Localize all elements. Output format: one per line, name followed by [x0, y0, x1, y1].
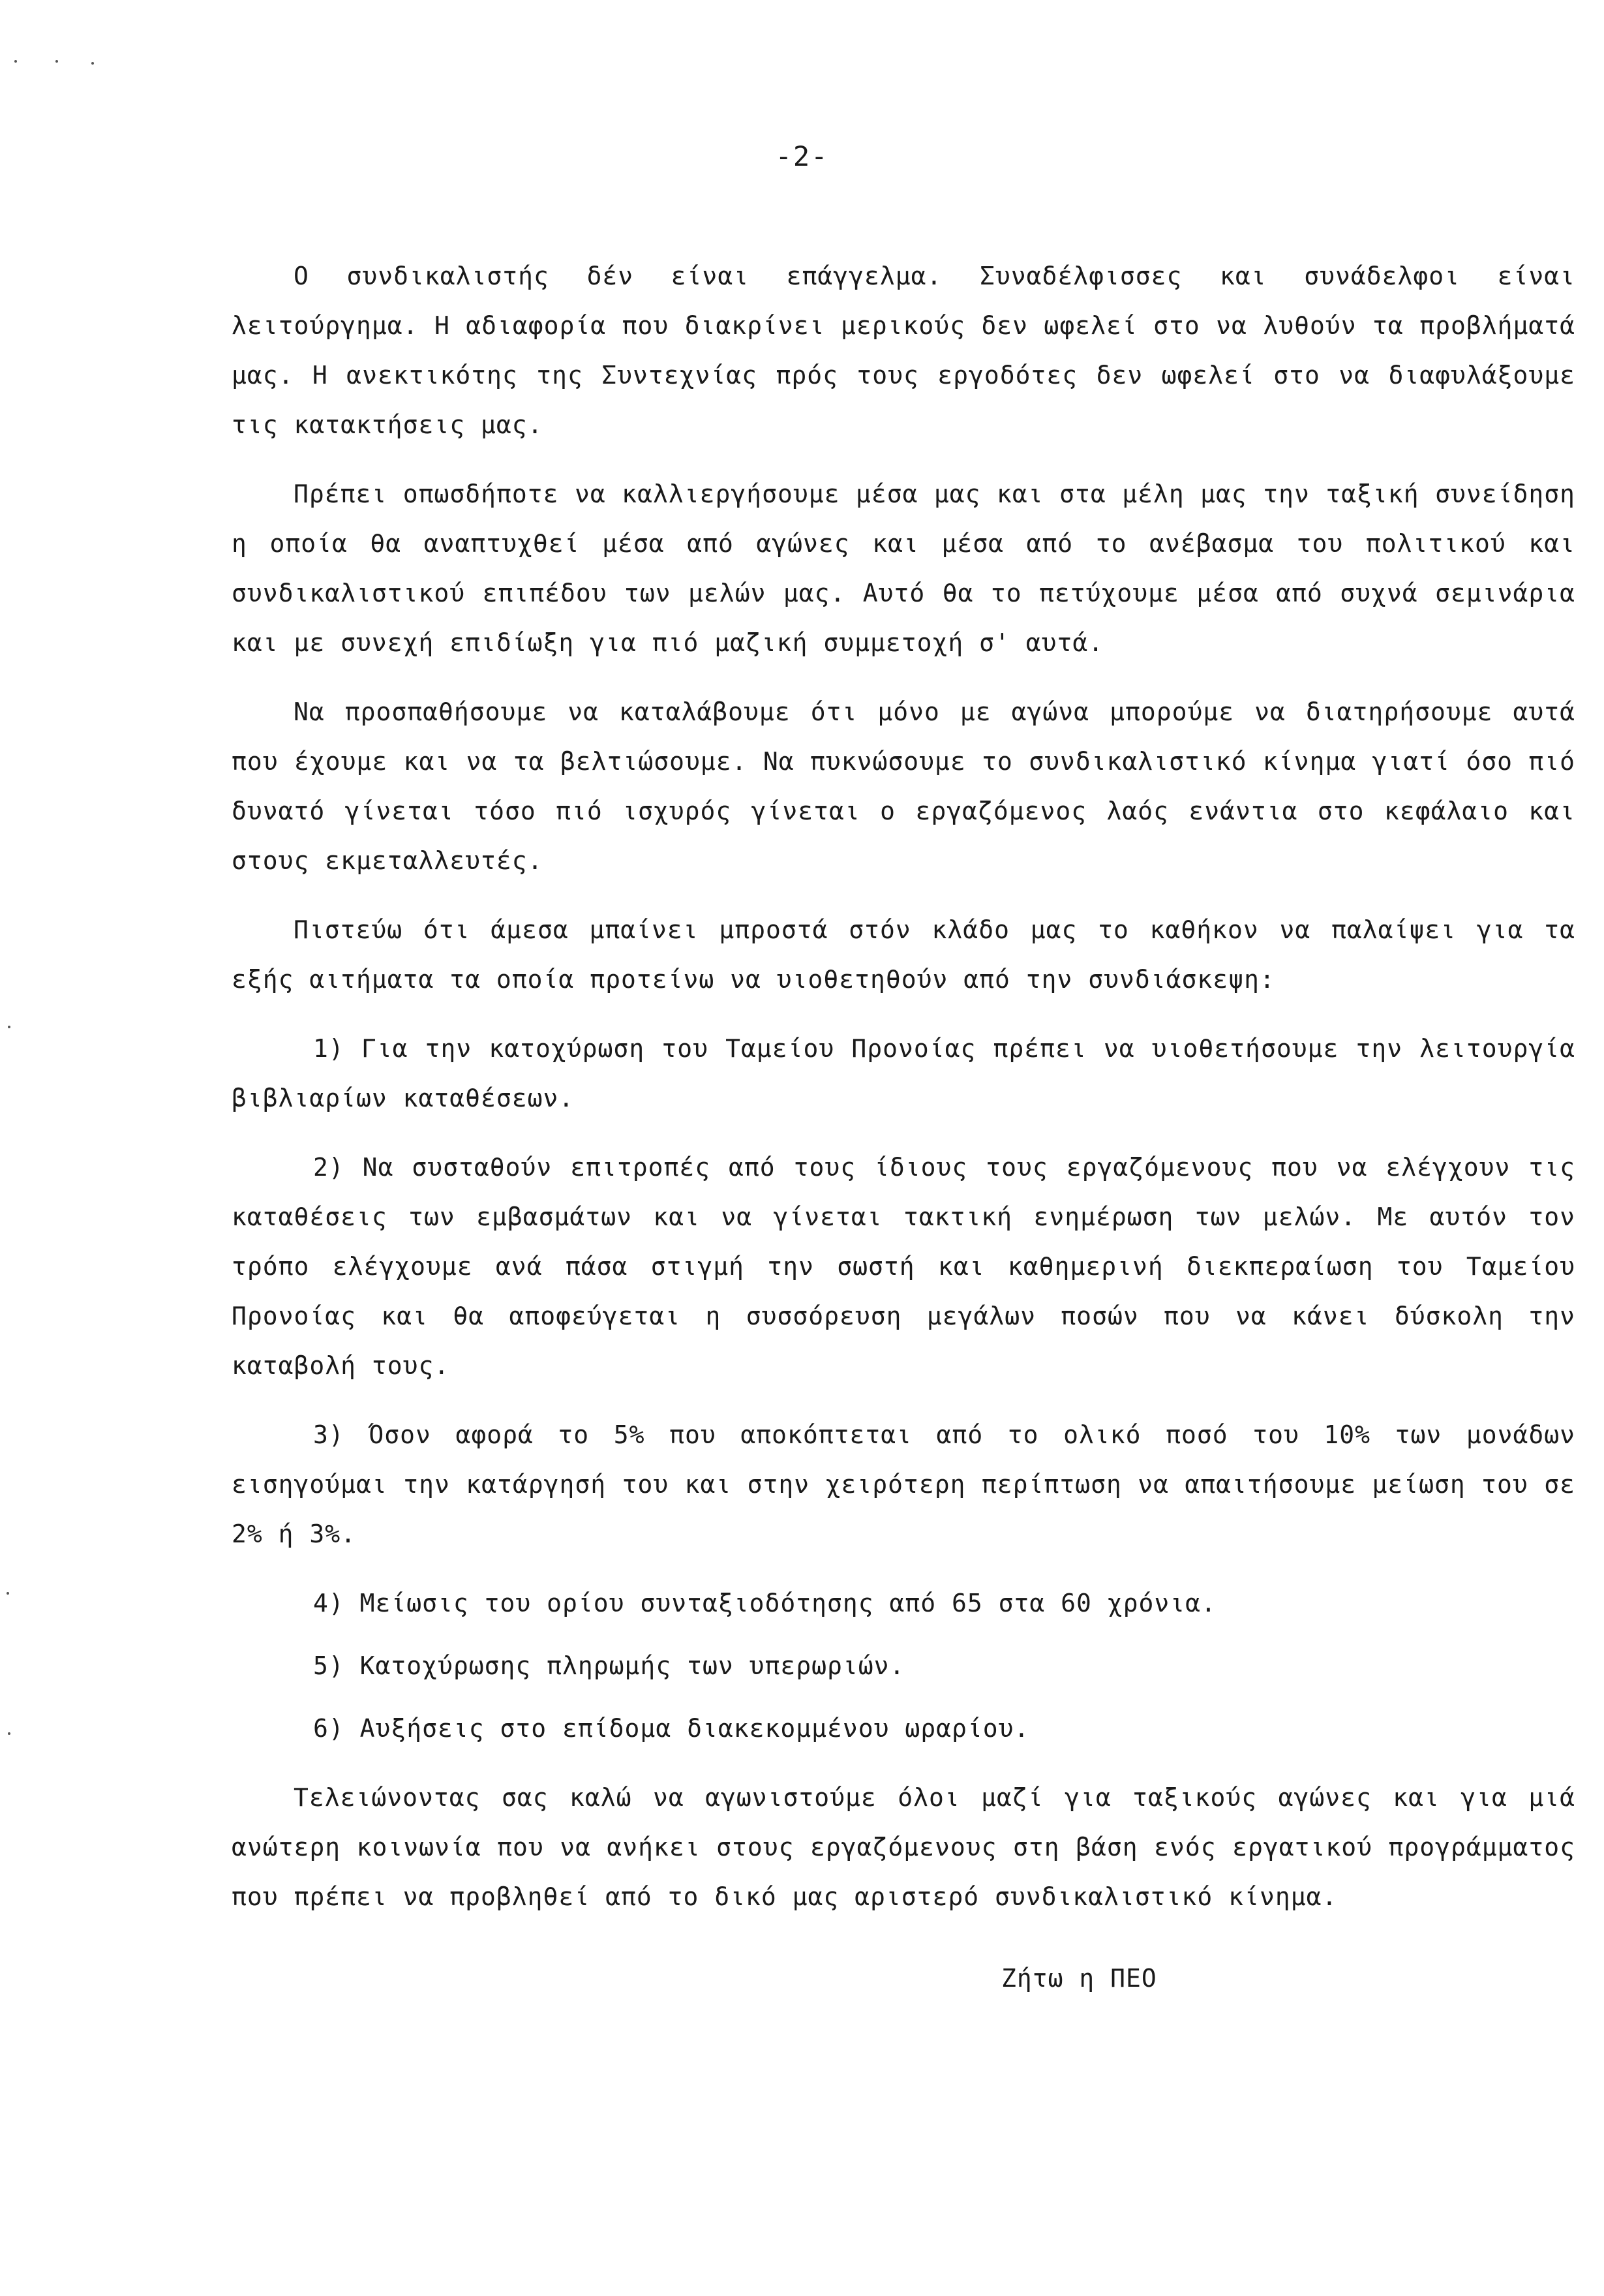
demand-item: 5) Κατοχύρωσης πληρωμής των υπερωριών.: [313, 1651, 905, 1680]
signoff: Ζήτω η ΠΕΟ: [1001, 1964, 1157, 1993]
scan-speck: [91, 62, 94, 65]
paragraph-trade-unionism: Ο συνδικαλιστής δέν είναι επάγγελμα. Συναδέλφισσες και συνάδελφοι είναι λειτούργημα. Η αδιαφορία που διακρίνει μερικούς δεν ωφελεί στο να λυθούν τα προβλήματά μας. Η ανεκτικότης της Συντεχνίας πρός τους εργοδότες δεν ωφελεί στο να διαφυλάξουμε τις κατακτήσεις μας.: [232, 262, 1575, 439]
scan-speck: [8, 1732, 10, 1735]
page-number: -2-: [775, 140, 829, 172]
document-body: [232, 251, 1575, 1941]
scan-speck: [14, 60, 17, 63]
scan-speck: [8, 1026, 10, 1028]
paragraph-class-consciousness: Πρέπει οπωσδήποτε να καλλιεργήσουμε μέσα μας και στα μέλη μας την ταξική συνείδηση η οποία θα αναπτυχθεί μέσα από αγώνες και μέσα από το ανέβασμα του πολιτικού και συνδικαλιστικού επιπέδου των μελών μας. Αυτό θα το πετύχουμε μέσα από συχνά σεμινάρια και με συνεχή επιδίωξη για πιό μαζική συμμετοχή σ' αυτά.: [232, 480, 1575, 657]
demands-list: [232, 1024, 1575, 1753]
demand-item: 1) Για την κατοχύρωση του Ταμείου Προνοίας πρέπει να υιοθετήσουμε την λειτουργία βιβλιαρίων καταθέσεων.: [232, 1034, 1575, 1112]
demand-item: 6) Αυξήσεις στο επίδομα διακεκομμένου ωραρίου.: [313, 1714, 1030, 1743]
demand-item: 3) Όσον αφορά το 5% που αποκόπτεται από το ολικό ποσό του 10% των μονάδων εισηγούμαι την κατάργησή του και στην χειρότερη περίπτωση να απαιτήσουμε μείωση του σε 2% ή 3%.: [232, 1420, 1575, 1548]
paragraph-closing: Τελειώνοντας σας καλώ να αγωνιστούμε όλοι μαζί για ταξικούς αγώνες και για μιά ανώτερη κοινωνία που να ανήκει στους εργαζόμενους στη βάση ενός εργατικού προγράμματος που πρέπει να προβληθεί από το δικό μας αριστερό συνδικαλιστικό κίνημα.: [232, 1783, 1575, 1911]
demand-item: 4) Μείωσις του ορίου συνταξιοδότησης από 65 στα 60 χρόνια.: [313, 1589, 1217, 1617]
demand-item: 2) Να συσταθούν επιτροπές από τους ίδιους τους εργαζόμενους που να ελέγχουν τις καταθέσεις των εμβασμάτων και να γίνεται τακτική ενημέρωση των μελών. Με αυτόν τον τρόπο ελέγχουμε ανά πάσα στιγμή την σωστή και καθημερινή διεκπεραίωση του Ταμείου Προνοίας και θα αποφεύγεται η συσσόρευση μεγάλων ποσών που να κάνει δύσκολη την καταβολή τους.: [232, 1153, 1575, 1380]
paragraph-struggle: Να προσπαθήσουμε να καταλάβουμε ότι μόνο με αγώνα μπορούμε να διατηρήσουμε αυτά που έχουμε και να τα βελτιώσουμε. Να πυκνώσουμε το συνδικαλιστικό κίνημα γιατί όσο πιό δυνατό γίνεται τόσο πιό ισχυρός γίνεται ο εργαζόμενος λαός ενάντια στο κεφάλαιο και στους εκμεταλλευτές.: [232, 697, 1575, 875]
paragraph-demands-intro: Πιστεύω ότι άμεσα μπαίνει μπροστά στόν κλάδο μας το καθήκον να παλαίψει για τα εξής αιτήματα τα οποία προτείνω να υιοθετηθούν από την συνδιάσκεψη:: [232, 915, 1575, 994]
scan-speck: [7, 1592, 9, 1595]
scan-speck: [55, 60, 58, 63]
